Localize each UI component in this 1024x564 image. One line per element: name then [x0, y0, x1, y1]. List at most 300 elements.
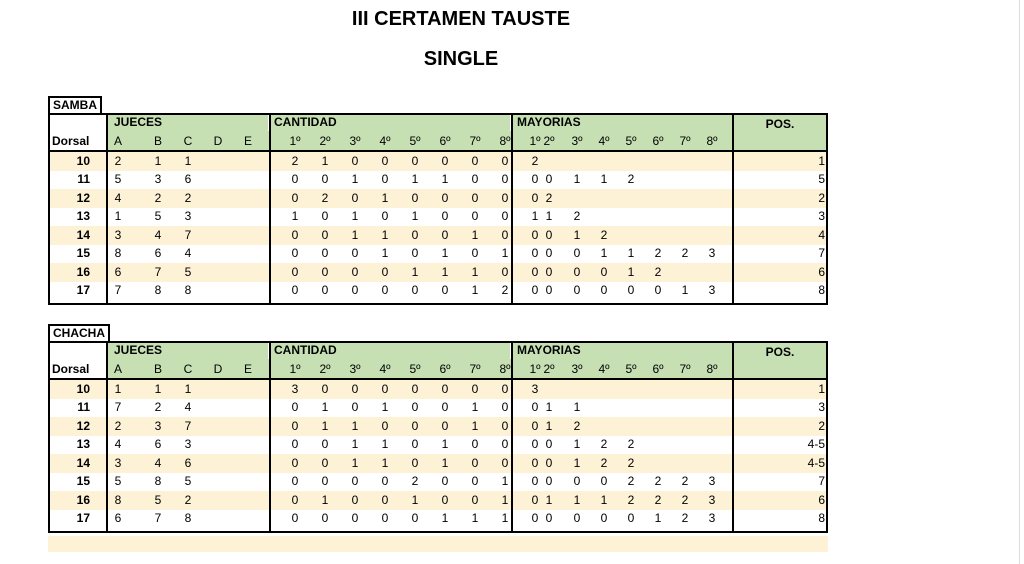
- mayorias-cell: 0: [600, 511, 608, 525]
- mayorias-place-header: 8º: [706, 134, 718, 148]
- dorsal-cell: 12: [76, 418, 90, 433]
- judge-letter-header: E: [243, 134, 252, 148]
- mayorias-cell: 0: [573, 283, 581, 297]
- mayorias-cell: 0: [545, 227, 553, 242]
- judge-score-cell: 1: [184, 153, 192, 168]
- position-cell: 7: [818, 246, 825, 260]
- cantidad-cell: 0: [291, 437, 299, 451]
- mayorias-cell: 1: [531, 209, 539, 223]
- cantidad-cell: 0: [501, 153, 509, 168]
- cantidad-cell: 1: [351, 437, 359, 451]
- mayorias-cell: 0: [545, 246, 553, 260]
- cantidad-cell: 1: [441, 246, 449, 260]
- cantidad-cell: 1: [501, 246, 509, 260]
- cantidad-cell: 1: [381, 190, 389, 205]
- cantidad-cell: 2: [321, 190, 329, 205]
- mayorias-cell: 1: [573, 400, 581, 414]
- cantidad-cell: 0: [381, 474, 389, 488]
- cantidad-cell: 0: [291, 172, 299, 186]
- cantidad-cell: 1: [381, 437, 389, 451]
- cantidad-cell: 2: [411, 474, 419, 488]
- cantidad-cell: 1: [501, 492, 509, 507]
- judge-score-cell: 1: [154, 381, 162, 396]
- cantidad-cell: 0: [381, 283, 389, 297]
- mayorias-cell: 1: [545, 209, 553, 223]
- cantidad-cell: 1: [411, 172, 419, 186]
- cantidad-cell: 1: [381, 246, 389, 260]
- cantidad-cell: 0: [411, 511, 419, 525]
- cantidad-cell: 0: [351, 511, 359, 525]
- dorsal-cell: 15: [76, 474, 90, 488]
- cantidad-cell: 0: [381, 492, 389, 507]
- mayorias-place-header: 3º: [571, 134, 583, 148]
- mayorias-cell: 2: [627, 437, 635, 451]
- mayorias-cell: 2: [654, 492, 662, 507]
- cantidad-place-header: 4º: [379, 362, 391, 376]
- cantidad-cell: 0: [471, 190, 479, 205]
- position-cell: 4: [818, 227, 825, 242]
- cantidad-cell: 0: [441, 227, 449, 242]
- cantidad-cell: 1: [471, 227, 479, 242]
- cantidad-cell: 1: [351, 455, 359, 470]
- cantidad-cell: 1: [471, 418, 479, 433]
- judge-letter-header: D: [213, 134, 223, 148]
- cantidad-cell: 0: [291, 227, 299, 242]
- cantidad-cell: 0: [351, 381, 359, 396]
- dorsal-cell: 11: [77, 400, 90, 414]
- mayorias-place-header: 3º: [571, 362, 583, 376]
- mayorias-cell: 0: [627, 283, 635, 297]
- judge-score-cell: 6: [114, 264, 122, 279]
- pos-header: POS.: [765, 345, 795, 359]
- mayorias-cell: 1: [573, 227, 581, 242]
- judge-score-cell: 1: [184, 381, 192, 396]
- cantidad-cell: 1: [351, 418, 359, 433]
- mayorias-cell: 0: [545, 474, 553, 488]
- judge-score-cell: 3: [184, 437, 192, 451]
- dorsal-cell: 16: [76, 264, 90, 279]
- judge-score-cell: 2: [184, 492, 192, 507]
- cantidad-place-header: 1º: [289, 134, 301, 148]
- cantidad-cell: 0: [411, 437, 419, 451]
- dorsal-cell: 17: [76, 283, 90, 297]
- cantidad-cell: 0: [411, 153, 419, 168]
- header-separator: [48, 150, 828, 152]
- cantidad-cell: 1: [441, 511, 449, 525]
- cantidad-place-header: 5º: [409, 134, 421, 148]
- mayorias-cell: 2: [681, 246, 689, 260]
- cantidad-cell: 0: [321, 227, 329, 242]
- cantidad-cell: 0: [321, 511, 329, 525]
- position-cell: 2: [818, 418, 825, 433]
- cantidad-cell: 0: [471, 381, 479, 396]
- position-cell: 1: [818, 381, 825, 396]
- cantidad-header: CANTIDAD: [274, 115, 337, 129]
- mayorias-cell: 0: [531, 437, 539, 451]
- mayorias-cell: 2: [531, 153, 539, 168]
- mayorias-place-header: 4º: [598, 134, 610, 148]
- cantidad-cell: 1: [441, 172, 449, 186]
- cantidad-cell: 0: [321, 437, 329, 451]
- judge-letter-header: B: [153, 362, 162, 376]
- judge-score-cell: 2: [154, 400, 162, 414]
- cantidad-cell: 0: [291, 400, 299, 414]
- mayorias-place-header: 2º: [543, 134, 555, 148]
- mayorias-cell: 0: [573, 264, 581, 279]
- cantidad-cell: 0: [351, 153, 359, 168]
- cantidad-cell: 0: [471, 455, 479, 470]
- mayorias-cell: 0: [573, 246, 581, 260]
- dorsal-divider: [106, 113, 108, 305]
- position-cell: 6: [818, 264, 825, 279]
- position-cell: 8: [818, 283, 825, 297]
- judge-letter-header: E: [243, 362, 252, 376]
- mayorias-cell: 3: [708, 492, 716, 507]
- judge-score-cell: 7: [114, 283, 122, 297]
- cantidad-cell: 1: [441, 437, 449, 451]
- mayorias-cell: 3: [708, 474, 716, 488]
- position-cell: 8: [818, 511, 825, 525]
- mayorias-place-header: 2º: [543, 362, 555, 376]
- mayorias-cell: 0: [531, 511, 539, 525]
- cantidad-cell: 0: [411, 400, 419, 414]
- mayorias-cell: 2: [600, 437, 608, 451]
- mayorias-cell: 0: [531, 227, 539, 242]
- mayorias-cell: 3: [708, 246, 716, 260]
- judge-score-cell: 4: [154, 455, 162, 470]
- mayorias-place-header: 6º: [652, 362, 664, 376]
- mayorias-cell: 3: [708, 283, 716, 297]
- cantidad-cell: 0: [291, 511, 299, 525]
- dance-section-chacha: [48, 324, 828, 536]
- bottom-strip: [48, 536, 828, 552]
- cantidad-cell: 0: [381, 153, 389, 168]
- cantidad-cell: 0: [441, 190, 449, 205]
- cantidad-cell: 0: [321, 209, 329, 223]
- cantidad-cell: 0: [441, 381, 449, 396]
- mayorias-cell: 0: [545, 264, 553, 279]
- mayorias-cell: 0: [531, 172, 539, 186]
- cantidad-cell: 0: [411, 455, 419, 470]
- mayorias-cell: 0: [573, 511, 581, 525]
- judge-score-cell: 6: [154, 437, 162, 451]
- judge-score-cell: 7: [184, 418, 192, 433]
- judge-score-cell: 2: [114, 153, 122, 168]
- judge-letter-header: C: [183, 134, 193, 148]
- mayorias-cell: 0: [600, 474, 608, 488]
- cantidad-cell: 0: [291, 474, 299, 488]
- judge-score-cell: 7: [114, 400, 122, 414]
- mayorias-cell: 2: [600, 455, 608, 470]
- judge-letter-header: B: [153, 134, 162, 148]
- judge-letter-header: C: [183, 362, 193, 376]
- mayorias-place-header: 5º: [625, 134, 637, 148]
- cantidad-cell: 0: [501, 381, 509, 396]
- cantidad-cell: 0: [471, 172, 479, 186]
- mayorias-cell: 2: [627, 492, 635, 507]
- cantidad-cell: 0: [501, 400, 509, 414]
- mayorias-cell: 0: [531, 418, 539, 433]
- judge-score-cell: 1: [154, 153, 162, 168]
- cantidad-cell: 1: [381, 400, 389, 414]
- cantidad-cell: 1: [471, 264, 479, 279]
- judge-score-cell: 5: [184, 264, 192, 279]
- cantidad-cell: 1: [411, 264, 419, 279]
- cantidad-cell: 0: [321, 264, 329, 279]
- dance-name-tab: CHACHA: [48, 324, 110, 341]
- mayorias-place-header: 6º: [652, 134, 664, 148]
- dorsal-cell: 11: [77, 172, 90, 186]
- mayorias-cell: 2: [545, 190, 553, 205]
- mayorias-cell: 0: [654, 283, 662, 297]
- cantidad-place-header: 8º: [499, 134, 511, 148]
- sheet-edge: [1019, 0, 1020, 564]
- judge-score-cell: 2: [154, 190, 162, 205]
- cantidad-cell: 1: [411, 209, 419, 223]
- judge-score-cell: 5: [184, 474, 192, 488]
- dorsal-header: Dorsal: [52, 134, 90, 148]
- mayorias-cell: 1: [600, 246, 608, 260]
- mayorias-cell: 2: [573, 418, 581, 433]
- mayorias-cell: 2: [681, 492, 689, 507]
- mayorias-place-header: 7º: [679, 134, 691, 148]
- dorsal-cell: 15: [76, 246, 90, 260]
- results-table: [48, 113, 828, 305]
- cantidad-cell: 0: [291, 190, 299, 205]
- judge-score-cell: 2: [114, 418, 122, 433]
- cantidad-cell: 0: [441, 492, 449, 507]
- mayorias-header: MAYORIAS: [517, 343, 581, 357]
- mayorias-place-header: 8º: [706, 362, 718, 376]
- cantidad-cell: 1: [351, 227, 359, 242]
- cantidad-cell: 0: [351, 474, 359, 488]
- mayorias-cell: 1: [627, 264, 635, 279]
- dance-name-tab: SAMBA: [48, 96, 102, 113]
- judge-score-cell: 8: [184, 283, 192, 297]
- cantidad-cell: 0: [411, 246, 419, 260]
- cantidad-cell: 0: [471, 153, 479, 168]
- cantidad-cell: 0: [411, 381, 419, 396]
- jueces-header: JUECES: [114, 343, 163, 357]
- judge-score-cell: 3: [184, 209, 192, 223]
- mayorias-cell: 2: [627, 455, 635, 470]
- mayorias-cell: 2: [681, 474, 689, 488]
- cantidad-cell: 0: [381, 264, 389, 279]
- judge-score-cell: 8: [154, 474, 162, 488]
- cantidad-cell: 0: [441, 474, 449, 488]
- cantidad-cell: 0: [351, 400, 359, 414]
- cantidad-cell: 0: [291, 455, 299, 470]
- judge-score-cell: 7: [154, 511, 162, 525]
- cantidad-cell: 1: [471, 283, 479, 297]
- cantidad-cell: 0: [501, 172, 509, 186]
- cantidad-cell: 0: [291, 283, 299, 297]
- cantidad-cell: 0: [321, 172, 329, 186]
- judge-score-cell: 6: [184, 455, 192, 470]
- judge-score-cell: 6: [114, 511, 122, 525]
- mayorias-cell: 0: [531, 283, 539, 297]
- judge-score-cell: 5: [154, 209, 162, 223]
- mayorias-cell: 0: [531, 474, 539, 488]
- cantidad-cell: 0: [351, 246, 359, 260]
- mayorias-cell: 1: [573, 492, 581, 507]
- cantidad-cell: 0: [351, 190, 359, 205]
- mayorias-cell: 1: [545, 400, 553, 414]
- cantidad-cell: 1: [321, 418, 329, 433]
- mayorias-cell: 2: [654, 264, 662, 279]
- cantidad-cell: 1: [321, 153, 329, 168]
- judge-letter-header: A: [113, 362, 122, 376]
- cantidad-cell: 0: [411, 190, 419, 205]
- position-cell: 3: [818, 209, 825, 223]
- dorsal-divider: [106, 341, 108, 533]
- cantidad-place-header: 4º: [379, 134, 391, 148]
- cantidad-cell: 0: [351, 283, 359, 297]
- cantidad-cell: 0: [471, 492, 479, 507]
- mayorias-cell: 2: [627, 474, 635, 488]
- cantidad-cell: 3: [291, 381, 299, 396]
- cantidad-place-header: 2º: [319, 362, 331, 376]
- mayorias-cell: 0: [600, 283, 608, 297]
- mayorias-cell: 0: [531, 492, 539, 507]
- pos-header: POS.: [765, 117, 795, 131]
- judge-score-cell: 8: [114, 246, 122, 260]
- dorsal-cell: 16: [76, 492, 90, 507]
- position-cell: 7: [818, 474, 825, 488]
- cantidad-cell: 1: [351, 172, 359, 186]
- cantidad-place-header: 6º: [439, 134, 451, 148]
- judge-score-cell: 1: [114, 381, 122, 396]
- mayorias-cell: 0: [545, 455, 553, 470]
- cantidad-cell: 0: [501, 418, 509, 433]
- dorsal-cell: 10: [76, 381, 90, 396]
- mayorias-cell: 1: [654, 511, 662, 525]
- mayorias-cell: 2: [654, 246, 662, 260]
- position-cell: 1: [818, 153, 825, 168]
- mayorias-place-header: 5º: [625, 362, 637, 376]
- mayorias-cell: 1: [600, 492, 608, 507]
- cantidad-cell: 0: [381, 172, 389, 186]
- mayorias-cell: 1: [600, 172, 608, 186]
- cantidad-cell: 0: [501, 437, 509, 451]
- cantidad-cell: 0: [501, 264, 509, 279]
- judge-letter-header: D: [213, 362, 223, 376]
- cantidad-cell: 0: [411, 418, 419, 433]
- position-cell: 5: [818, 172, 825, 186]
- document-title: III CERTAMEN TAUSTE: [351, 8, 571, 30]
- mayorias-cell: 0: [531, 264, 539, 279]
- cantidad-place-header: 1º: [289, 362, 301, 376]
- dorsal-cell: 17: [76, 511, 90, 525]
- document-subtitle: SINGLE: [423, 48, 499, 70]
- mayorias-cell: 1: [545, 418, 553, 433]
- cantidad-cell: 0: [501, 209, 509, 223]
- judge-score-cell: 4: [184, 400, 192, 414]
- position-cell: 4-5: [807, 455, 825, 470]
- mayorias-cell: 0: [531, 246, 539, 260]
- cantidad-cell: 1: [381, 455, 389, 470]
- cantidad-cell: 1: [501, 511, 509, 525]
- cantidad-cell: 1: [471, 511, 479, 525]
- dorsal-header: Dorsal: [52, 362, 90, 376]
- position-cell: 6: [818, 492, 825, 507]
- cantidad-place-header: 3º: [349, 134, 361, 148]
- cantidad-cell: 0: [441, 283, 449, 297]
- cantidad-cell: 1: [501, 474, 509, 488]
- dorsal-cell: 14: [76, 455, 90, 470]
- mayorias-place-header: 1º: [529, 134, 541, 148]
- results-table: [48, 341, 828, 533]
- judge-score-cell: 5: [154, 492, 162, 507]
- cantidad-cell: 0: [291, 264, 299, 279]
- cantidad-cell: 0: [411, 227, 419, 242]
- dorsal-cell: 13: [76, 437, 90, 451]
- cantidad-cell: 0: [471, 246, 479, 260]
- cantidad-cell: 0: [471, 209, 479, 223]
- judge-score-cell: 4: [114, 437, 122, 451]
- cantidad-cell: 1: [381, 227, 389, 242]
- cantidad-place-header: 3º: [349, 362, 361, 376]
- judge-score-cell: 3: [154, 418, 162, 433]
- mayorias-cell: 0: [545, 437, 553, 451]
- cantidad-cell: 0: [441, 400, 449, 414]
- cantidad-cell: 0: [471, 437, 479, 451]
- cantidad-cell: 0: [441, 153, 449, 168]
- mayorias-cell: 0: [531, 455, 539, 470]
- mayorias-cell: 0: [573, 474, 581, 488]
- cantidad-cell: 0: [381, 381, 389, 396]
- cantidad-cell: 2: [501, 283, 509, 297]
- cantidad-cell: 0: [501, 455, 509, 470]
- judge-score-cell: 8: [184, 511, 192, 525]
- cantidad-cell: 0: [381, 418, 389, 433]
- mayorias-place-header: 1º: [529, 362, 541, 376]
- mayorias-cell: 1: [681, 283, 689, 297]
- cantidad-cell: 0: [501, 190, 509, 205]
- dance-section-samba: [48, 96, 828, 308]
- cantidad-cell: 0: [321, 455, 329, 470]
- mayorias-place-header: 4º: [598, 362, 610, 376]
- mayorias-cell: 2: [654, 474, 662, 488]
- mayorias-cell: 1: [627, 246, 635, 260]
- cantidad-cell: 1: [321, 492, 329, 507]
- cantidad-cell: 0: [351, 492, 359, 507]
- cantidad-cell: 1: [441, 455, 449, 470]
- judge-score-cell: 5: [114, 474, 122, 488]
- mayorias-cell: 1: [573, 437, 581, 451]
- jueces-header: JUECES: [114, 115, 163, 129]
- judge-letter-header: A: [113, 134, 122, 148]
- cantidad-cell: 0: [291, 418, 299, 433]
- cantidad-cell: 0: [321, 283, 329, 297]
- cantidad-cell: 1: [321, 400, 329, 414]
- cantidad-cell: 0: [441, 209, 449, 223]
- header-separator: [48, 378, 828, 380]
- judge-score-cell: 8: [114, 492, 122, 507]
- cantidad-cell: 0: [321, 474, 329, 488]
- dorsal-cell: 12: [76, 190, 90, 205]
- mayorias-cell: 0: [545, 172, 553, 186]
- judge-score-cell: 3: [114, 455, 122, 470]
- cantidad-cell: 0: [351, 264, 359, 279]
- mayorias-cell: 0: [600, 264, 608, 279]
- judge-score-cell: 3: [114, 227, 122, 242]
- cantidad-place-header: 8º: [499, 362, 511, 376]
- cantidad-place-header: 6º: [439, 362, 451, 376]
- cantidad-cell: 1: [441, 264, 449, 279]
- judge-score-cell: 7: [154, 264, 162, 279]
- mayorias-cell: 0: [545, 511, 553, 525]
